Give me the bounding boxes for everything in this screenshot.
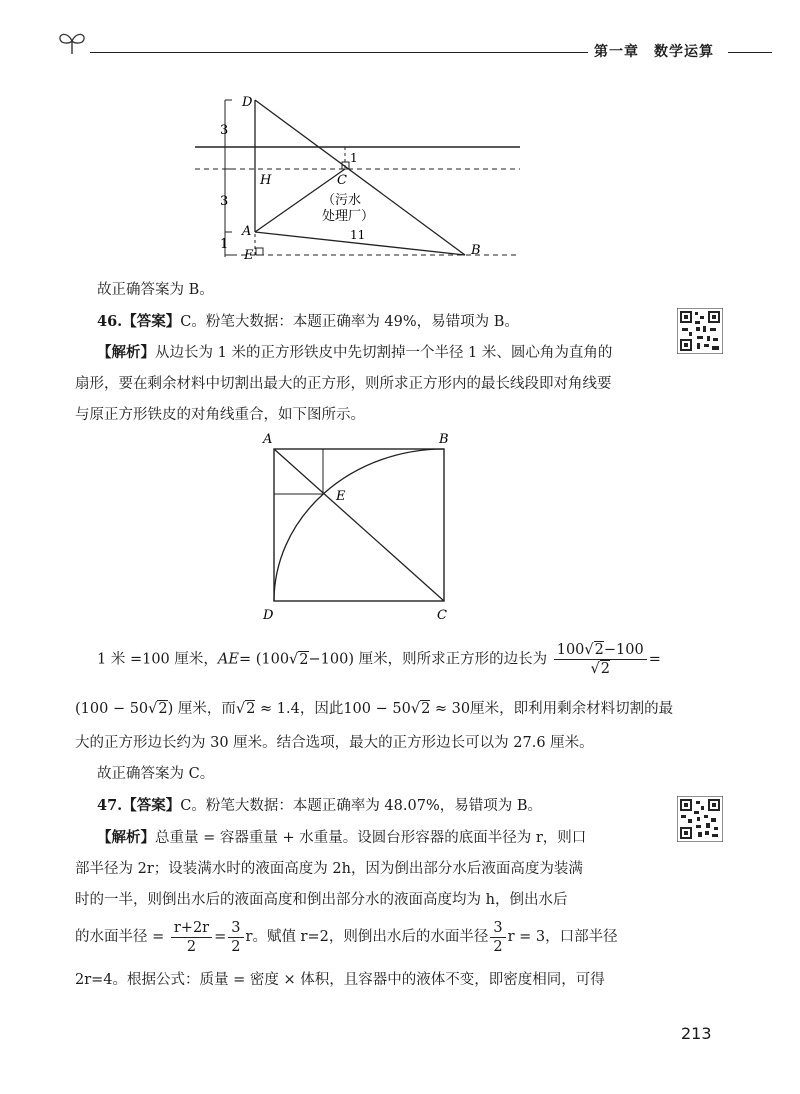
- q47-analysis-line1: [97, 826, 586, 847]
- plant-label-line2: 处理厂）: [322, 209, 375, 224]
- calc1-text-c: −100) 厘米，则所求正方形的边长为: [308, 651, 548, 668]
- qr-code-icon: [677, 796, 723, 842]
- q46-analysis-tag: 【解析】: [97, 344, 155, 361]
- q47-answer-line: [97, 794, 542, 815]
- q46-calc-line1: 1 米 =100 厘米，AE= (100√2−100) 厘米，则所求正方形的边长为 $\frac{100√2-100}{√2}$ =: [97, 642, 661, 677]
- q47-analysis-line5: 2r=4。根据公式：质量 = 密度 × 体积，且容器中的液体不变，即密度相同，可得: [75, 972, 605, 988]
- calc1-text-a: 1 米 =100 厘米，: [97, 651, 218, 668]
- label2-E: E: [336, 489, 346, 504]
- label-E: E: [244, 248, 254, 262]
- q47-analysis-text1: 总重量 = 容器重量 + 水重量。设圆台形容器的底面半径为 r，则口: [155, 830, 587, 846]
- header-rule-left: [90, 52, 588, 53]
- label-C: C: [337, 173, 347, 188]
- label-D: D: [242, 95, 253, 110]
- side-length-fraction: $\frac{100√2-100}{√2}$: [554, 641, 647, 678]
- qr-code-q47[interactable]: [677, 796, 723, 842]
- label2-D: D: [263, 608, 274, 623]
- q47-number: 47.: [97, 797, 123, 814]
- sprout-logo-icon: [54, 28, 90, 56]
- distance-eleven: 11: [350, 228, 366, 242]
- label-H: H: [260, 173, 272, 188]
- qr-code-q46[interactable]: [677, 308, 723, 354]
- small-height-one: 1: [350, 151, 358, 165]
- q46-calc-line3: 大的正方形边长约为 30 厘米。结合选项，最大的正方形边长可以为 27.6 厘米。: [75, 735, 594, 751]
- segment-length-bottom: 1: [220, 237, 229, 252]
- calc1-eq: =: [648, 651, 661, 668]
- figure-square-sector-diagram: [255, 430, 470, 625]
- label2-B: B: [439, 432, 449, 447]
- q46-number: 46.: [97, 313, 123, 330]
- q46-analysis-line2: 扇形，要在剩余材料中切割出最大的正方形，则所求正方形内的最长线段即对角线要: [75, 376, 612, 392]
- page-number: 213: [681, 1024, 712, 1043]
- q46-analysis-text1: 从边长为 1 米的正方形铁皮中先切割掉一个半径 1 米、圆心角为直角的: [155, 345, 613, 361]
- label2-A: A: [263, 432, 273, 447]
- q47-answer-text: C。粉笔大数据：本题正确率为 48.07%，易错项为 B。: [180, 798, 542, 814]
- calc1-sqrt: 2: [299, 651, 309, 668]
- segment-length-middle: 3: [220, 194, 229, 209]
- label-B: B: [471, 243, 481, 258]
- label-A: A: [242, 224, 252, 239]
- q46-answer-line: [97, 310, 519, 331]
- header-rule-right: [728, 52, 772, 53]
- q47-analysis-line2: 部半径为 2r；设装满水时的液面高度为 2h，因为倒出部分水后液面高度为装满: [75, 861, 583, 877]
- q47-analysis-tag: 【解析】: [97, 829, 155, 846]
- q46-analysis-line3: 与原正方形铁皮的对角线重合，如下图所示。: [75, 407, 365, 423]
- q47-analysis-line4: 的水面半径 = $\frac{r+2r}{2}$ = $\frac{3}{2}$ r。赋值 r=2，则倒出水后的水面半径 $\frac{3}{2}$ r = 3，口部半径: [75, 919, 618, 955]
- chapter-title: 第一章 数学运算: [594, 44, 714, 60]
- q47-answer-tag: 【答案】: [122, 797, 181, 814]
- q45-conclusion: 故正确答案为 B。: [97, 282, 214, 298]
- q46-conclusion: 故正确答案为 C。: [97, 766, 215, 782]
- plant-label-line1: （污水: [322, 193, 362, 208]
- q46-answer-tag: 【答案】: [122, 313, 181, 330]
- q47-analysis-line3: 时的一半，则倒出水后的液面高度和倒出部分水的液面高度均为 h，倒出水后: [75, 892, 568, 908]
- label2-C: C: [437, 608, 447, 623]
- qr-code-icon: [677, 308, 723, 354]
- calc1-AE: AE: [217, 651, 239, 668]
- figure-sewage-plant-diagram: [190, 92, 530, 262]
- q46-analysis-line1: [97, 341, 612, 362]
- segment-length-top: 3: [220, 123, 229, 138]
- q46-calc-line2: (100 − 50√2) 厘米，而√2 ≈ 1.4，因此100 − 50√2 ≈ 30厘米，即利用剩余材料切割的最: [75, 701, 674, 717]
- calc1-text-b: = (100: [238, 651, 290, 668]
- q46-answer-text: C。粉笔大数据：本题正确率为 49%，易错项为 B。: [180, 314, 519, 330]
